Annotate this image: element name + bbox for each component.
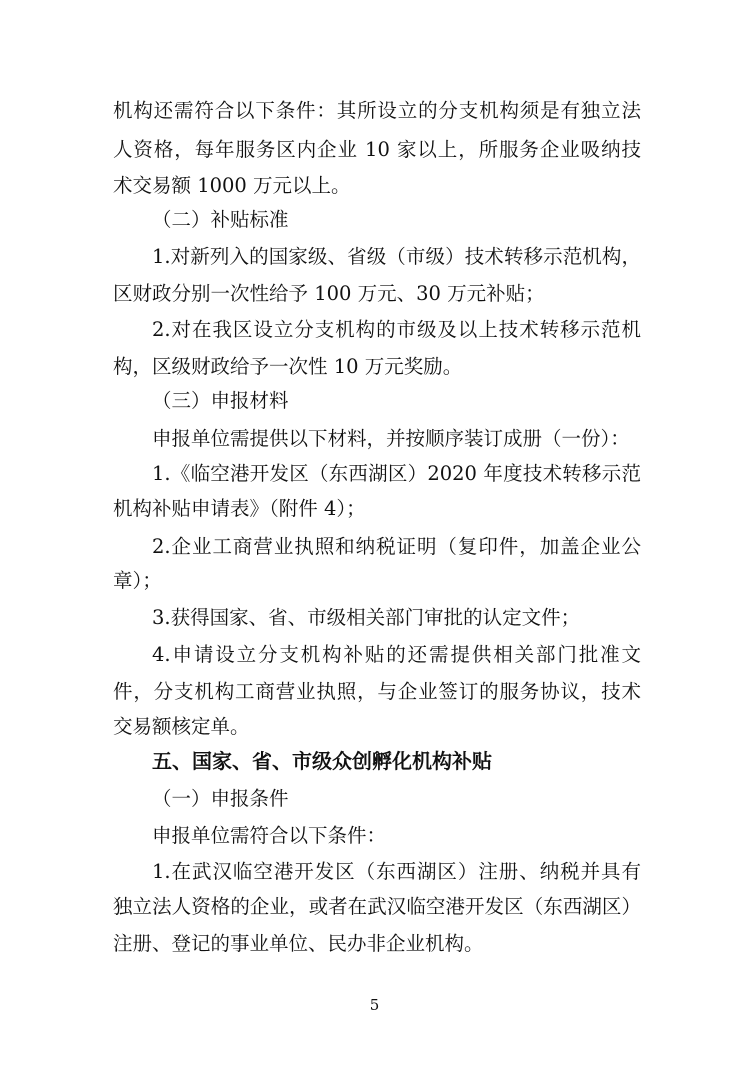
- section-subheading: （一）申报条件: [152, 787, 289, 810]
- body-text-line: 3.获得国家、省、市级相关部门审批的认定文件；: [152, 606, 581, 629]
- body-text-line: 2.对在我区设立分支机构的市级及以上技术转移示范机: [152, 318, 641, 341]
- body-text-line: 1.对新列入的国家级、省级（市级）技术转移示范机构，: [152, 245, 641, 268]
- section-subheading: （三）申报材料: [152, 389, 289, 412]
- body-text-line: 申报单位需符合以下条件：: [152, 824, 387, 847]
- body-text-line: 交易额核定单。: [113, 715, 250, 738]
- body-text-line: 1.在武汉临空港开发区（东西湖区）注册、纳税并具有: [152, 860, 641, 883]
- body-text-line: 构，区级财政给予一次性 10 万元奖励。: [113, 355, 463, 378]
- body-text-line: 机构还需符合以下条件：其所设立的分支机构须是有独立法: [113, 99, 641, 122]
- body-text-line: 件，分支机构工商营业执照，与企业签订的服务协议，技术: [113, 680, 641, 703]
- body-text-line: 术交易额 1000 万元以上。: [113, 174, 351, 197]
- body-text-line: 章）；: [113, 569, 162, 592]
- body-text-line: 4.申请设立分支机构补贴的还需提供相关部门批准文: [152, 643, 641, 666]
- section-heading: 五、国家、省、市级众创孵化机构补贴: [152, 749, 492, 773]
- body-text-line: 1.《临空港开发区（东西湖区）2020 年度技术转移示范: [152, 462, 641, 485]
- body-text-line: 机构补贴申请表》（附件 4）；: [113, 497, 366, 520]
- body-text-line: 注册、登记的事业单位、民办非企业机构。: [113, 932, 484, 955]
- body-text-line: 2.企业工商营业执照和纳税证明（复印件，加盖企业公: [152, 535, 641, 558]
- body-text-line: 独立法人资格的企业，或者在武汉临空港开发区（东西湖区）: [113, 895, 641, 918]
- section-subheading: （二）补贴标准: [152, 208, 289, 231]
- page-number: 5: [369, 996, 380, 1014]
- body-text-line: 区财政分别一次性给予 100 万元、30 万元补贴；: [113, 282, 545, 305]
- body-text-line: 申报单位需提供以下材料，并按顺序装订成册（一份）：: [152, 427, 630, 450]
- body-text-line: 人资格，每年服务区内企业 10 家以上，所服务企业吸纳技: [113, 138, 641, 161]
